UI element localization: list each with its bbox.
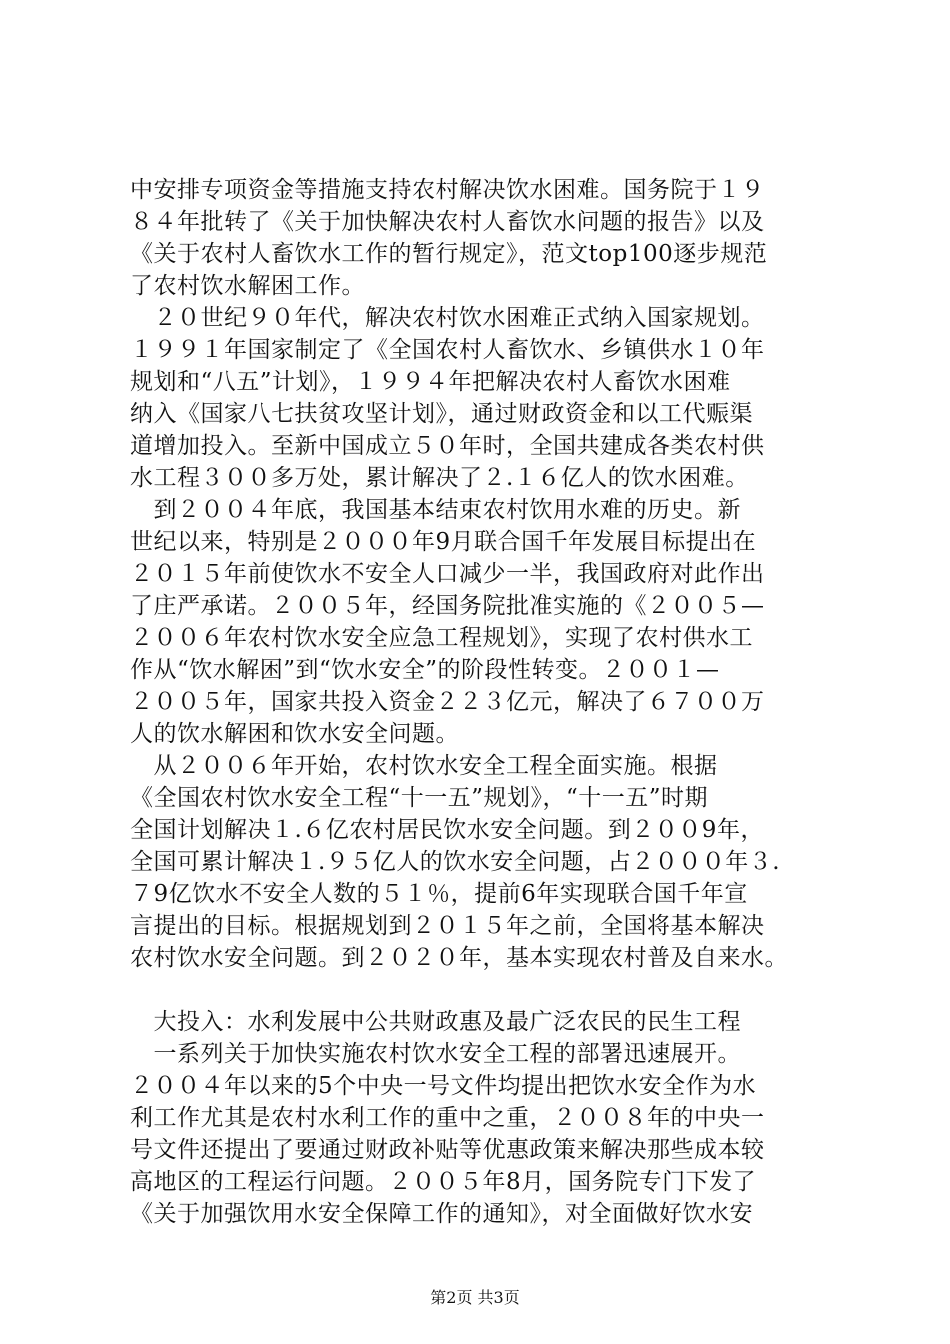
body-text-line: 《全国农村饮水安全工程“十一五”规划》，“十一五”时期 <box>130 785 709 811</box>
body-text-line: 利工作尤其是农村水利工作的重中之重，２００８年的中央一 <box>130 1105 765 1131</box>
body-text-line: 从２００６年开始，农村饮水安全工程全面实施。根据 <box>130 753 718 779</box>
body-text-line: 水工程３００多万处，累计解决了２.１６亿人的饮水困难。 <box>130 465 749 491</box>
body-text-line: 高地区的工程运行问题。２００５年8月，国务院专门下发了 <box>130 1169 757 1195</box>
body-text-line: 了庄严承诺。２００５年，经国务院批准实施的《２００５— <box>130 593 765 619</box>
body-text-line: 道增加投入。至新中国成立５０年时，全国共建成各类农村供 <box>130 433 765 459</box>
body-text-line: 号文件还提出了要通过财政补贴等优惠政策来解决那些成本较 <box>130 1137 765 1163</box>
body-text-line: 人的饮水解困和饮水安全问题。 <box>130 721 459 747</box>
body-text-line: ２００４年以来的5个中央一号文件均提出把饮水安全作为水 <box>130 1073 757 1099</box>
body-text-line: 到２００４年底，我国基本结束农村饮用水难的历史。新 <box>130 497 741 523</box>
section-heading: 大投入：水利发展中公共财政惠及最广泛农民的民生工程 <box>130 1009 741 1035</box>
body-text-line: ２０世纪９０年代，解决农村饮水困难正式纳入国家规划。 <box>130 305 765 331</box>
body-text-line: 世纪以来，特别是２０００年9月联合国千年发展目标提出在 <box>130 529 757 555</box>
body-text-line: ２００５年，国家共投入资金２２３亿元，解决了６７００万 <box>130 689 765 715</box>
body-text-line: ８４年批转了《关于加快解决农村人畜饮水问题的报告》以及 <box>130 209 765 235</box>
page-number-footer: 第2页 共3页 <box>430 1288 520 1307</box>
body-text-line: 全国可累计解决１.９５亿人的饮水安全问题，占２０００年３. <box>130 849 781 875</box>
body-text-line: 全国计划解决１.６亿农村居民饮水安全问题。到２００9年， <box>130 817 764 843</box>
body-text-line: 规划和“八五”计划》，１９９４年把解决农村人畜饮水困难 <box>130 369 731 395</box>
body-text-line: 言提出的目标。根据规划到２０１５年之前，全国将基本解决 <box>130 913 765 939</box>
body-text-line: ７9亿饮水不安全人数的５１％，提前6年实现联合国千年宣 <box>130 881 748 907</box>
body-text-line: 一系列关于加快实施农村饮水安全工程的部署迅速展开。 <box>130 1041 741 1067</box>
body-text-line: 农村饮水安全问题。到２０２０年，基本实现农村普及自来水。 <box>130 945 788 971</box>
body-text-line: 中安排专项资金等措施支持农村解决饮水困难。国务院于１９ <box>130 177 765 203</box>
body-text-line: 纳入《国家八七扶贫攻坚计划》，通过财政资金和以工代赈渠 <box>130 401 753 427</box>
body-text-line: １９９１年国家制定了《全国农村人畜饮水、乡镇供水１０年 <box>130 337 765 363</box>
body-text-line: ２０１５年前使饮水不安全人口减少一半，我国政府对此作出 <box>130 561 765 587</box>
body-text-line: ２００６年农村饮水安全应急工程规划》，实现了农村供水工 <box>130 625 753 651</box>
body-text-line: 《关于农村人畜饮水工作的暂行规定》，范文top100逐步规范 <box>130 241 768 267</box>
body-text-line: 《关于加强饮用水安全保障工作的通知》，对全面做好饮水安 <box>130 1201 753 1227</box>
body-text-line: 作从“饮水解困”到“饮水安全”的阶段性转变。２００１— <box>130 657 720 683</box>
body-text-line: 了农村饮水解困工作。 <box>130 273 365 299</box>
